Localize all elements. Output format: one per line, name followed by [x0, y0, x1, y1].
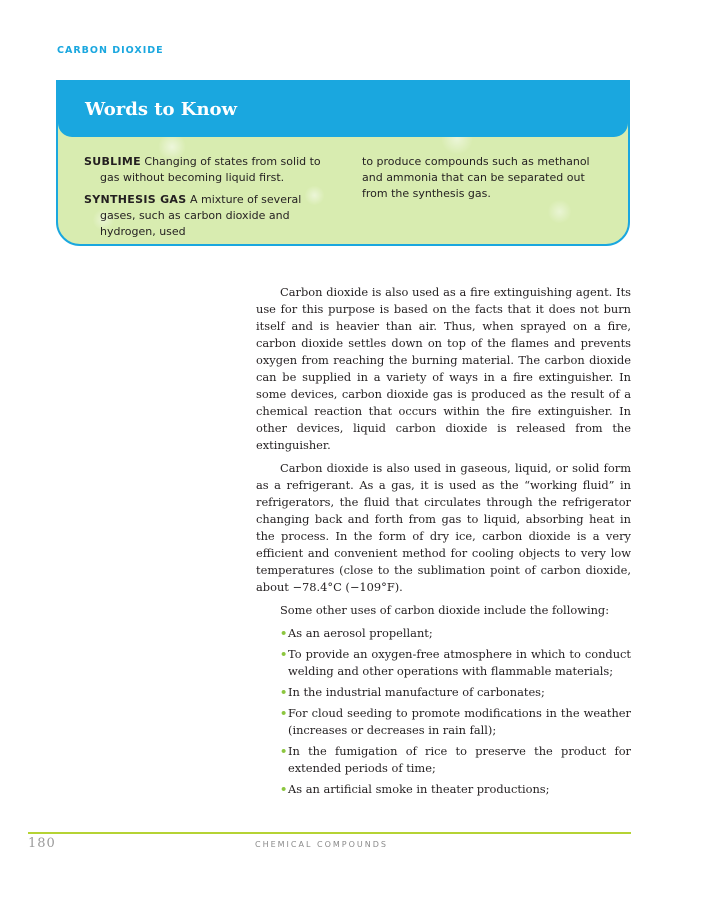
- glossary-definition: A mixture of several gases, such as carbon dioxide and hydrogen, used: [100, 193, 302, 238]
- list-item: [256, 743, 631, 777]
- glossary-definition: Changing of states from solid to gas without becoming liquid first.: [100, 155, 321, 184]
- list-item-text: To provide an oxygen-free atmosphere in which to conduct welding and other operations with flammable materials;: [288, 647, 631, 678]
- bullet-icon: •: [280, 782, 288, 796]
- list-item-text: In the industrial manufacture of carbonates;: [288, 685, 545, 699]
- body-paragraph: Carbon dioxide is also used in gaseous, liquid, or solid form as a refrigerant. As a gas, it is used as the “working fluid” in refrigerators, the fluid that circulates through the refrigerator changing back and forth from gas to liquid, absorbing heat in the process. In the form of dry ice, carbon dioxide is a very efficient and convenient method for cooling objects to very low temperatures (close to the sublimation point of carbon dioxide, about −78.4°C (−109°F).: [256, 461, 631, 594]
- list-item-text: For cloud seeding to promote modifications in the weather (increases or decreases in rain fall);: [288, 706, 631, 737]
- running-head: CARBON DIOXIDE: [57, 45, 164, 56]
- words-to-know-box: [56, 80, 630, 246]
- words-to-know-column-2: [362, 154, 608, 246]
- words-to-know-header: [58, 82, 628, 137]
- glossary-definition-continued: to produce compounds such as methanol and ammonia that can be separated out from the synthesis gas.: [362, 155, 590, 200]
- body-paragraph: Carbon dioxide is also used as a fire extinguishing agent. Its use for this purpose is based on the facts that it does not burn itself and is heavier than air. Thus, when sprayed on a fire, carbon dioxide settles down on top of the flames and prevents oxygen from reaching the burning material. The carbon dioxide can be supplied in a variety of ways in a fire extinguisher. In some devices, carbon dioxide gas is produced as the result of a chemical reaction that occurs within the fire extinguisher. In other devices, liquid carbon dioxide is released from the extinguisher.: [256, 285, 631, 452]
- glossary-term: SYNTHESIS GAS: [84, 193, 187, 206]
- bullet-icon: •: [280, 647, 288, 661]
- glossary-term: SUBLIME: [84, 155, 141, 168]
- list-item-text: As an aerosol propellant;: [288, 626, 433, 640]
- list-item: [256, 684, 631, 701]
- list-item: [256, 646, 631, 680]
- glossary-entry-synthesis-gas: [84, 192, 330, 240]
- bullet-icon: •: [280, 626, 288, 640]
- words-to-know-columns: [84, 154, 608, 246]
- list-intro: Some other uses of carbon dioxide include the following:: [280, 603, 610, 617]
- book-title: CHEMICAL COMPOUNDS: [255, 840, 388, 849]
- list-item: [256, 781, 631, 798]
- body-text: [256, 284, 631, 802]
- words-to-know-title: Words to Know: [85, 99, 238, 120]
- words-to-know-column-1: [84, 154, 330, 246]
- uses-list: [256, 625, 631, 798]
- bullet-icon: •: [280, 685, 288, 699]
- bullet-icon: •: [280, 706, 288, 720]
- list-item: [256, 705, 631, 739]
- list-item: [256, 625, 631, 642]
- list-item-text: As an artificial smoke in theater productions;: [288, 782, 550, 796]
- bullet-icon: •: [280, 744, 288, 758]
- page-number: 180: [28, 836, 56, 851]
- list-item-text: In the fumigation of rice to preserve the product for extended periods of time;: [288, 744, 631, 775]
- glossary-entry-sublime: [84, 154, 330, 186]
- footer-rule: [28, 832, 631, 834]
